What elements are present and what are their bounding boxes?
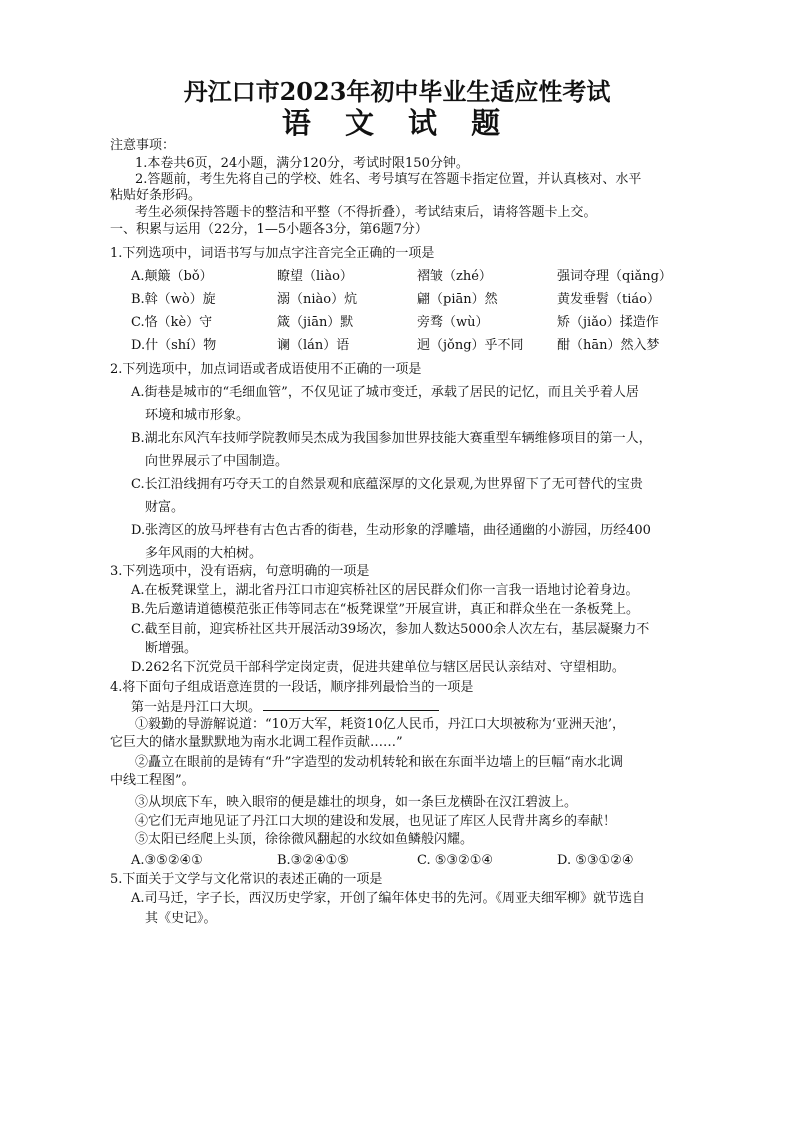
q4-sentence-1b: 它巨大的储水量默默地为南水北调工程作贡献……” [110,735,403,750]
q4-sentence-5: ⑤太阳已经爬上头顶，徐徐微风翻起的水纹如鱼鳞般闪耀。 [135,832,474,847]
q3-option-c-line-2: 断增强。 [145,641,198,656]
notice-line-1: 1.本卷共6页，24小题，满分120分，考试时限150分钟。 [135,156,469,171]
q2-option-a-line-1: A.街巷是城市的“毛细血管”，不仅见证了城市变迁，承载了居民的记忆，而且关乎着人居 [131,385,639,400]
q2-option-a-line-2: 环境和城市形象。 [145,408,250,423]
q3-option-d: D.262名下沉党员干部科学定岗定责，促进共建单位与辖区居民认亲结对、守望相助。 [131,660,625,675]
q1-option-d-4: 酣（hān）然入梦 [557,338,660,353]
q4-option-a: A.③⑤②④① [131,853,203,868]
q1-option-a-2: 瞭望（liào） [277,269,353,284]
q1-option-a-1: A.颠簸（bǒ） [131,269,213,284]
notice-heading: 注意事项： [110,138,176,153]
question-1-stem: 1.下列选项中，词语书写与加点字注音完全正确的一项是 [110,246,435,261]
question-3-stem: 3.下列选项中，没有语病，句意明确的一项是 [110,564,370,579]
q2-option-d-line-2: 多年风雨的大柏树。 [145,546,263,561]
q4-sentence-2a: ②矗立在眼前的是铸有“升”字造型的发动机转轮和嵌在东面半边墙上的巨幅“南水北调 [135,755,623,770]
q2-option-d-line-1: D.张湾区的放马坪巷有古色古香的街巷，生动形象的浮雕墙，曲径通幽的小游园，历经400 [131,523,651,538]
q3-option-a: A.在板凳课堂上，湖北省丹江口市迎宾桥社区的居民群众们你一言我一语地讨论着身边。 [131,583,639,598]
q1-option-b-2: 溺（niào）炕 [277,292,358,307]
q1-option-b-1: B.斡（wò）旋 [131,292,216,307]
q4-sentence-4: ④它们无声地见证了丹江口大坝的建设和发展，也见证了库区人民背井离乡的奉献！ [135,814,617,829]
q4-option-b: B.③②④①⑤ [277,853,349,868]
q1-option-c-3: 旁骛（wù） [417,315,489,330]
notice-line-2a: 2.答题前，考生先将自己的学校、姓名、考号填写在答题卡指定位置，并认真核对、水平 [135,172,642,187]
question-2-stem: 2.下列选项中，加点词语或者成语使用不正确的一项是 [110,362,422,377]
q2-option-b-line-1: B.湖北东风汽车技师学院教师吴杰成为我国参加世界技能大赛重型车辆维修项目的第一人， [131,431,652,446]
q2-option-c-line-2: 财富。 [145,500,185,515]
q1-option-c-2: 箴（jiān）默 [277,315,354,330]
q4-lead-text: 第一站是丹江口大坝。 [131,700,262,715]
section-1-heading: 一、积累与运用（22分，1—5小题各3分，第6题7分） [110,222,428,237]
question-4-stem: 4.将下面句子组成语意连贯的一段话，顺序排列最恰当的一项是 [110,680,474,695]
q1-option-c-4: 矫（jiǎo）揉造作 [557,315,659,330]
q4-lead-sentence [131,698,439,717]
q3-option-b: B.先后邀请道德模范张正伟等同志在“板凳课堂”开展宣讲，真正和群众坐在一条板凳上。 [131,602,639,617]
q4-sentence-1a: ①毅勤的导游解说道：“10万大军，耗资10亿人民币，丹江口大坝被称为‘亚洲天池’， [135,717,625,732]
q2-option-b-line-2: 向世界展示了中国制造。 [145,454,289,469]
q2-option-c-line-1: C.长江沿线拥有巧夺天工的自然景观和底蕴深厚的文化景观,为世界留下了无可替代的宝贵 [131,477,643,492]
q4-option-c: C. ⑤③②①④ [417,853,494,868]
q5-option-a-line-2: 其《史记》。 [145,911,217,926]
question-5-stem: 5.下面关于文学与文化常识的表述正确的一项是 [110,872,383,887]
page-subtitle: 语 文 试 题 [281,106,513,140]
q1-option-d-2: 谰（lán）语 [277,338,350,353]
q1-option-b-4: 黄发垂髫（tiáo） [557,292,660,307]
page-title: 丹江口市2023年初中毕业生适应性考试 [183,77,611,106]
notice-line-2b: 粘贴好条形码。 [110,188,202,203]
q5-option-a-line-1: A.司马迁，字子长，西汉历史学家，开创了编年体史书的先河。《周亚夫细军柳》就节选自 [131,891,646,906]
q4-option-d: D. ⑤③①②④ [557,853,634,868]
q1-option-d-3: 迥（jǒng）乎不同 [417,338,524,353]
q3-option-c-line-1: C.截至目前，迎宾桥社区共开展活动39场次，参加人数达5000余人次左右，基层凝聚力不 [131,622,650,637]
q4-sentence-3: ③从坝底下车，映入眼帘的便是雄壮的坝身，如一条巨龙横卧在汉江碧波上。 [135,795,578,810]
notice-line-3: 考生必须保持答题卡的整洁和平整（不得折叠），考试结束后，请将答题卡上交。 [135,205,597,220]
q1-option-d-1: D.什（shí）物 [131,338,217,353]
answer-blank [263,698,439,711]
q1-option-b-3: 翩（piān）然 [417,292,498,307]
q4-sentence-2b: 中线工程图”。 [110,773,195,788]
q1-option-c-1: C.恪（kè）守 [131,315,213,330]
q1-option-a-4: 强词夺理（qiǎng） [557,269,672,284]
q1-option-a-3: 褶皱（zhé） [417,269,492,284]
